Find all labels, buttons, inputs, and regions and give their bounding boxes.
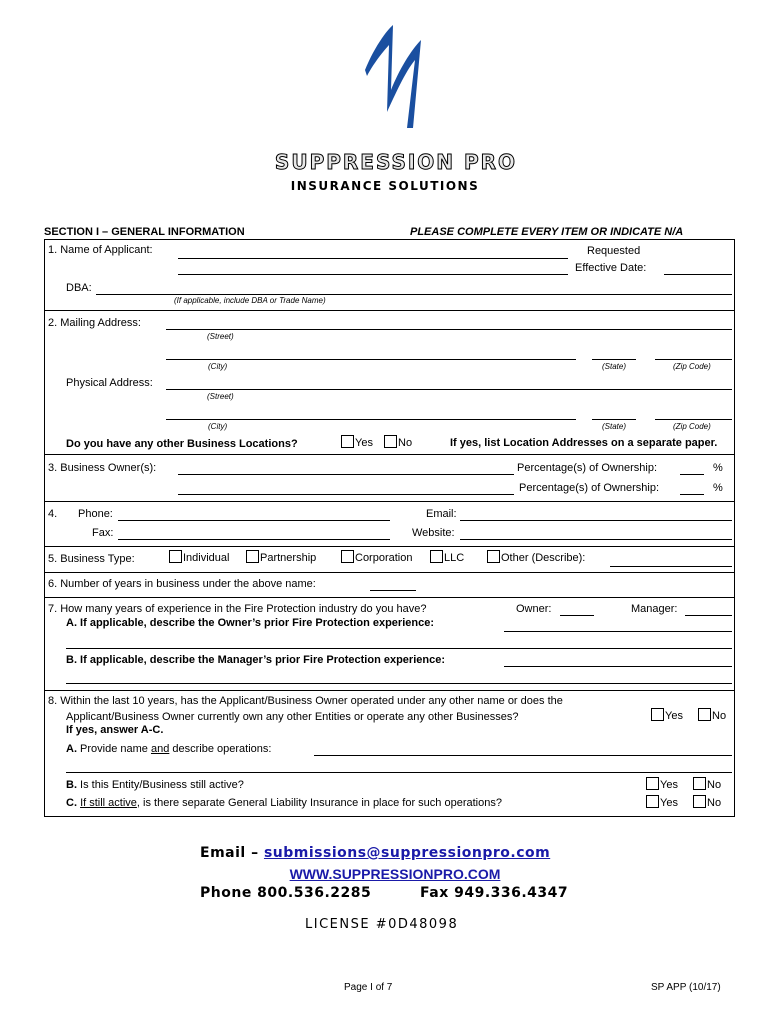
checkbox-icon[interactable]	[384, 435, 397, 448]
still-active-yes[interactable]: Yes	[646, 777, 678, 791]
website-field[interactable]	[460, 539, 732, 540]
mailing-street-field[interactable]	[166, 329, 732, 330]
fax-field[interactable]	[118, 539, 390, 540]
divider	[44, 597, 734, 598]
years-in-business-label: 6. Number of years in business under the above name:	[48, 578, 316, 590]
dba-field[interactable]	[96, 294, 732, 295]
state-hint: (State)	[602, 422, 627, 431]
checkbox-icon[interactable]	[646, 795, 659, 808]
other-locations-note: If yes, list Location Addresses on a separate paper.	[450, 437, 718, 449]
other-entities-yes[interactable]: Yes	[651, 708, 683, 722]
type-partnership[interactable]: Partnership	[246, 550, 316, 564]
mailing-state-field[interactable]	[592, 359, 636, 360]
q8b-label: B. Is this Entity/Business still active?	[66, 779, 244, 791]
phone-label: Phone:	[78, 508, 113, 520]
license-number: LICENSE #0D48098	[305, 917, 459, 932]
owner-years-field[interactable]	[560, 615, 594, 616]
ownership-pct-field-1[interactable]	[680, 474, 704, 475]
checkbox-icon[interactable]	[341, 435, 354, 448]
checkbox-icon[interactable]	[487, 550, 500, 563]
other-entities-question: 8. Within the last 10 years, has the Applicant/Business Owner operated under any other name or does the	[48, 695, 563, 707]
website-link[interactable]: WWW.SUPPRESSIONPRO.COM	[289, 866, 501, 882]
email-field[interactable]	[460, 520, 732, 521]
other-describe-field[interactable]	[610, 566, 732, 567]
other-entities-no[interactable]: No	[698, 708, 726, 722]
phone-field[interactable]	[118, 520, 390, 521]
divider	[44, 239, 734, 240]
requested-label: Requested	[587, 245, 641, 257]
applicant-name-label: 1. Name of Applicant:	[48, 244, 153, 256]
q8a-label: A. Provide name and describe operations:	[66, 743, 272, 755]
logo-icon	[355, 20, 435, 128]
operations-field[interactable]	[314, 755, 732, 756]
business-owner-field-1[interactable]	[178, 474, 514, 475]
physical-state-field[interactable]	[592, 419, 636, 420]
checkbox-icon[interactable]	[646, 777, 659, 790]
checkbox-icon[interactable]	[651, 708, 664, 721]
checkbox-icon[interactable]	[169, 550, 182, 563]
ownership-pct-field-2[interactable]	[680, 494, 704, 495]
ownership-pct-label: Percentage(s) of Ownership:	[519, 482, 660, 494]
manager-experience-field[interactable]	[504, 666, 732, 667]
brand-name: SUPPRESSION PRO	[274, 150, 518, 174]
other-entities-instruction: If yes, answer A-C.	[66, 724, 164, 736]
physical-city-field[interactable]	[166, 419, 576, 420]
street-hint: (Street)	[207, 332, 234, 341]
divider	[44, 546, 734, 547]
dba-hint: (If applicable, include DBA or Trade Name)	[174, 296, 326, 305]
zip-hint: (Zip Code)	[673, 362, 711, 371]
other-locations-no[interactable]: No	[384, 435, 412, 449]
experience-question: 7. How many years of experience in the Fire Protection industry do you have?	[48, 603, 427, 615]
owner-label: Owner:	[516, 603, 552, 615]
effective-date-field[interactable]	[664, 274, 732, 275]
q8c-label: C. If still active, is there separate General Liability Insurance in place for such operations?	[66, 797, 502, 809]
contact-email: Email – submissions@suppressionpro.com	[200, 845, 551, 861]
checkbox-icon[interactable]	[693, 795, 706, 808]
page-number: Page I of 7	[344, 982, 393, 993]
form-right-border	[734, 239, 735, 817]
other-entities-question-2: Applicant/Business Owner currently own any other Entities or operate any other Businesses?	[66, 711, 519, 723]
effective-date-label: Effective Date:	[575, 262, 647, 274]
contact-fax: Fax 949.336.4347	[420, 885, 569, 901]
manager-experience-label: B. If applicable, describe the Manager’s prior Fire Protection experience:	[66, 654, 446, 666]
manager-years-field[interactable]	[685, 615, 732, 616]
brand-subtitle: INSURANCE SOLUTIONS	[290, 179, 480, 193]
business-type-label: 5. Business Type:	[48, 553, 135, 565]
physical-address-label: Physical Address:	[66, 377, 153, 389]
fax-label: Fax:	[92, 527, 114, 539]
divider	[44, 501, 734, 502]
divider	[44, 572, 734, 573]
type-individual[interactable]: Individual	[169, 550, 229, 564]
form-id: SP APP (10/17)	[651, 982, 721, 993]
email-link[interactable]: submissions@suppressionpro.com	[263, 845, 551, 861]
section-title: SECTION I – GENERAL INFORMATION	[44, 226, 245, 238]
gl-insurance-yes[interactable]: Yes	[646, 795, 678, 809]
ownership-pct-label: Percentage(s) of Ownership:	[517, 462, 658, 474]
checkbox-icon[interactable]	[430, 550, 443, 563]
physical-zip-field[interactable]	[655, 419, 732, 420]
dba-label: DBA:	[66, 282, 92, 294]
city-hint: (City)	[208, 362, 228, 371]
gl-insurance-no[interactable]: No	[693, 795, 721, 809]
mailing-city-field[interactable]	[166, 359, 576, 360]
email-label: Email:	[426, 508, 457, 520]
manager-experience-field-2[interactable]	[66, 683, 732, 684]
applicant-name-field-2[interactable]	[178, 274, 568, 275]
checkbox-icon[interactable]	[341, 550, 354, 563]
owner-experience-field-2[interactable]	[66, 648, 732, 649]
zip-hint: (Zip Code)	[673, 422, 711, 431]
owner-experience-field[interactable]	[504, 631, 732, 632]
pct-sign: %	[713, 462, 723, 474]
street-hint: (Street)	[207, 392, 234, 401]
business-owners-label: 3. Business Owner(s):	[48, 462, 157, 474]
other-locations-question: Do you have any other Business Locations?	[66, 438, 298, 450]
divider	[44, 454, 734, 455]
checkbox-icon[interactable]	[693, 777, 706, 790]
form-left-border	[44, 239, 45, 817]
contact-phone: Phone 800.536.2285	[200, 885, 372, 901]
website-label: Website:	[412, 527, 455, 539]
checkbox-icon[interactable]	[698, 708, 711, 721]
checkbox-icon[interactable]	[246, 550, 259, 563]
state-hint: (State)	[602, 362, 627, 371]
divider	[44, 310, 734, 311]
mailing-zip-field[interactable]	[655, 359, 732, 360]
pct-sign: %	[713, 482, 723, 494]
city-hint: (City)	[208, 422, 228, 431]
section-instruction: PLEASE COMPLETE EVERY ITEM OR INDICATE N/A	[410, 226, 684, 238]
physical-street-field[interactable]	[166, 389, 732, 390]
manager-label: Manager:	[631, 603, 678, 615]
divider	[44, 816, 734, 817]
years-in-business-field[interactable]	[370, 590, 416, 591]
other-locations-yes[interactable]: Yes	[341, 435, 373, 449]
mailing-address-label: 2. Mailing Address:	[48, 317, 141, 329]
type-other[interactable]: Other (Describe):	[487, 550, 585, 564]
operations-field-2[interactable]	[66, 772, 732, 773]
owner-experience-label: A. If applicable, describe the Owner’s prior Fire Protection experience:	[66, 617, 434, 629]
business-owner-field-2[interactable]	[178, 494, 514, 495]
q4-number: 4.	[48, 508, 58, 520]
still-active-no[interactable]: No	[693, 777, 721, 791]
type-corporation[interactable]: Corporation	[341, 550, 412, 564]
type-llc[interactable]: LLC	[430, 550, 464, 564]
applicant-name-field[interactable]	[178, 258, 568, 259]
divider	[44, 690, 734, 691]
